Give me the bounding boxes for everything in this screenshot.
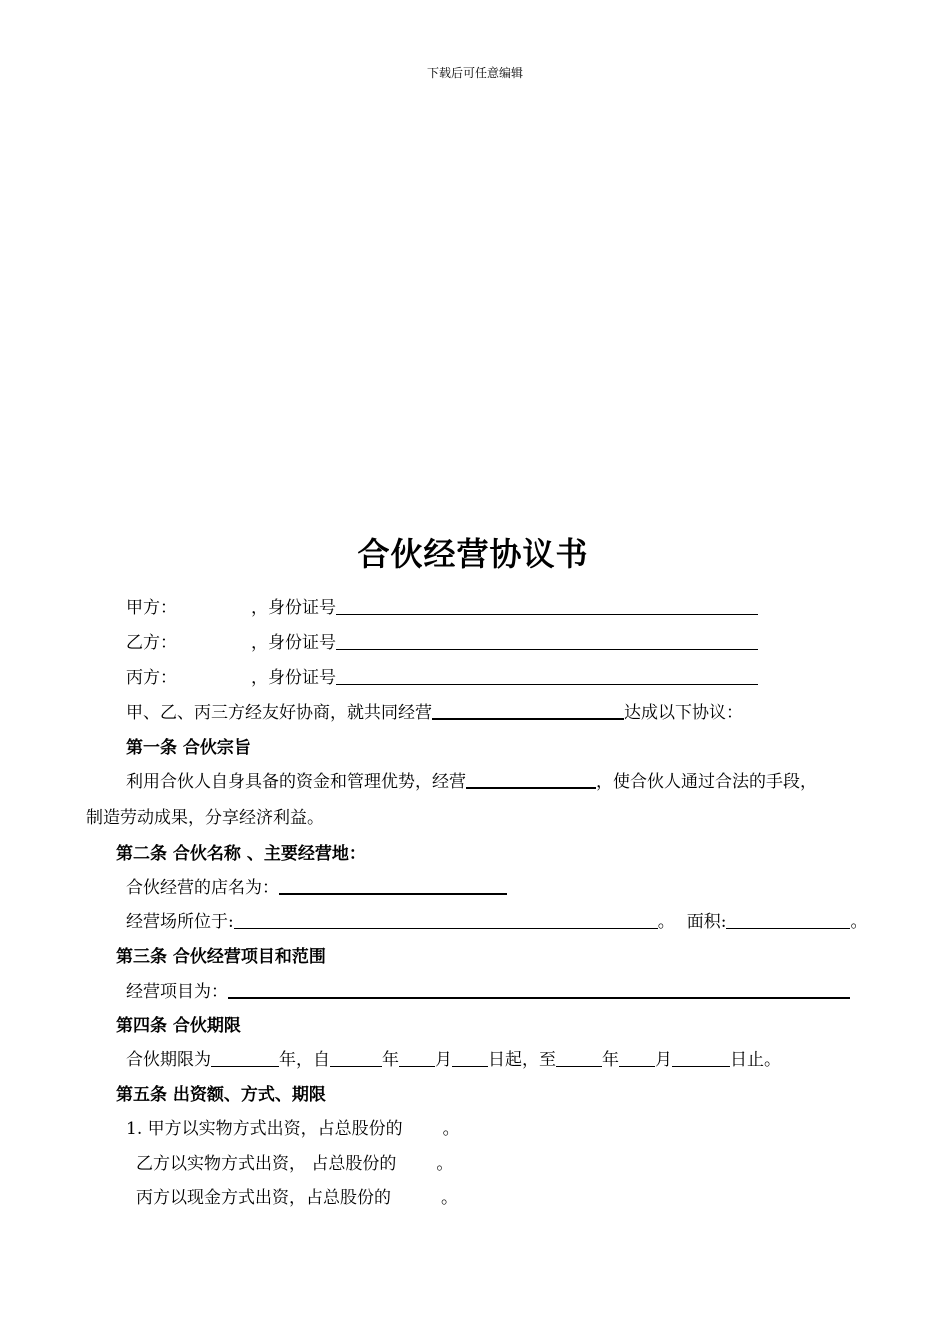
- business-blank[interactable]: [432, 702, 624, 720]
- party-yi-id-blank[interactable]: [336, 633, 758, 650]
- location-line: [126, 911, 867, 933]
- contribution-item-2-end: 。: [436, 1154, 454, 1174]
- store-name-blank[interactable]: [279, 877, 507, 895]
- location-blank[interactable]: [234, 912, 658, 929]
- store-name-label: 合伙经营的店名为：: [126, 878, 279, 898]
- end-day-blank[interactable]: [672, 1050, 730, 1067]
- contribution-item-1: [126, 1118, 460, 1140]
- party-bing-id-label: ，身份证号: [251, 668, 336, 688]
- party-jia-id-label: ，身份证号: [251, 598, 336, 618]
- term-line: [126, 1049, 781, 1071]
- party-jia-label: 甲方：: [126, 598, 177, 618]
- term-text-5: 日起，至: [488, 1050, 556, 1070]
- party-jia-line: [126, 597, 758, 619]
- scope-blank[interactable]: [228, 981, 850, 999]
- contribution-item-3-end: 。: [441, 1188, 458, 1208]
- article1-line1-after: ，使合伙人通过合法的手段，: [596, 772, 817, 792]
- term-text-6: 年: [602, 1050, 619, 1070]
- end-month-blank[interactable]: [619, 1050, 655, 1067]
- start-day-blank[interactable]: [452, 1050, 488, 1067]
- article3-heading: 第三条 合伙经营项目和范围: [116, 947, 326, 967]
- start-year-blank[interactable]: [330, 1050, 382, 1067]
- start-month-blank[interactable]: [399, 1050, 435, 1067]
- term-text-4: 月: [435, 1050, 452, 1070]
- party-jia-id-blank[interactable]: [336, 598, 758, 615]
- document-title: 合伙经营协议书: [357, 535, 589, 573]
- term-text-1: 合伙期限为: [126, 1050, 211, 1070]
- party-bing-id-blank[interactable]: [336, 668, 758, 685]
- contribution-item-2-text: 乙方以实物方式出资， 占总股份的: [136, 1154, 397, 1174]
- article1-line1-before: 利用合伙人自身具备的资金和管理优势，经营: [126, 772, 466, 792]
- contribution-item-3-text: 丙方以现金方式出资，占总股份的: [136, 1188, 391, 1208]
- article2-heading: 第二条 合伙名称 、主要经营地：: [116, 844, 366, 864]
- intro-line: [126, 702, 743, 724]
- area-label: 面积:: [686, 912, 727, 932]
- store-name-line: [126, 877, 507, 899]
- party-bing-label: 丙方：: [126, 668, 177, 688]
- party-bing-line: [126, 667, 758, 689]
- intro-before: 甲、乙、丙三方经友好协商，就共同经营: [126, 703, 432, 723]
- intro-after: 达成以下协议：: [624, 703, 743, 723]
- party-yi-line: [126, 632, 758, 654]
- article4-heading: 第四条 合伙期限: [116, 1016, 241, 1036]
- article5-heading: 第五条 出资额、方式、期限: [116, 1085, 326, 1105]
- contribution-item-2: [136, 1153, 453, 1175]
- location-end: 。: [657, 912, 675, 932]
- article1-heading: 第一条 合伙宗旨: [126, 738, 251, 758]
- term-text-2: 年，自: [279, 1050, 330, 1070]
- party-yi-label: 乙方：: [126, 633, 177, 653]
- contribution-item-1-end: 。: [442, 1119, 460, 1139]
- end-year-blank[interactable]: [556, 1050, 602, 1067]
- area-end: 。: [850, 912, 868, 932]
- article1-line2: 制造劳动成果，分享经济利益。: [86, 808, 324, 828]
- scope-label: 经营项目为：: [126, 982, 228, 1002]
- location-label: 经营场所位于:: [126, 912, 234, 932]
- party-yi-id-label: ，身份证号: [251, 633, 336, 653]
- article1-line1: [126, 771, 817, 793]
- term-text-3: 年: [382, 1050, 399, 1070]
- area-blank[interactable]: [726, 912, 850, 929]
- article1-business-blank[interactable]: [466, 771, 596, 789]
- contribution-item-3: [136, 1187, 458, 1209]
- term-years-blank[interactable]: [211, 1050, 279, 1067]
- term-text-7: 月: [655, 1050, 672, 1070]
- scope-line: [126, 981, 850, 1003]
- contribution-item-1-text: 1. 甲方以实物方式出资，占总股份的: [126, 1119, 403, 1139]
- page-header-note: 下载后可任意编辑: [426, 66, 523, 80]
- term-text-8: 日止。: [730, 1050, 781, 1070]
